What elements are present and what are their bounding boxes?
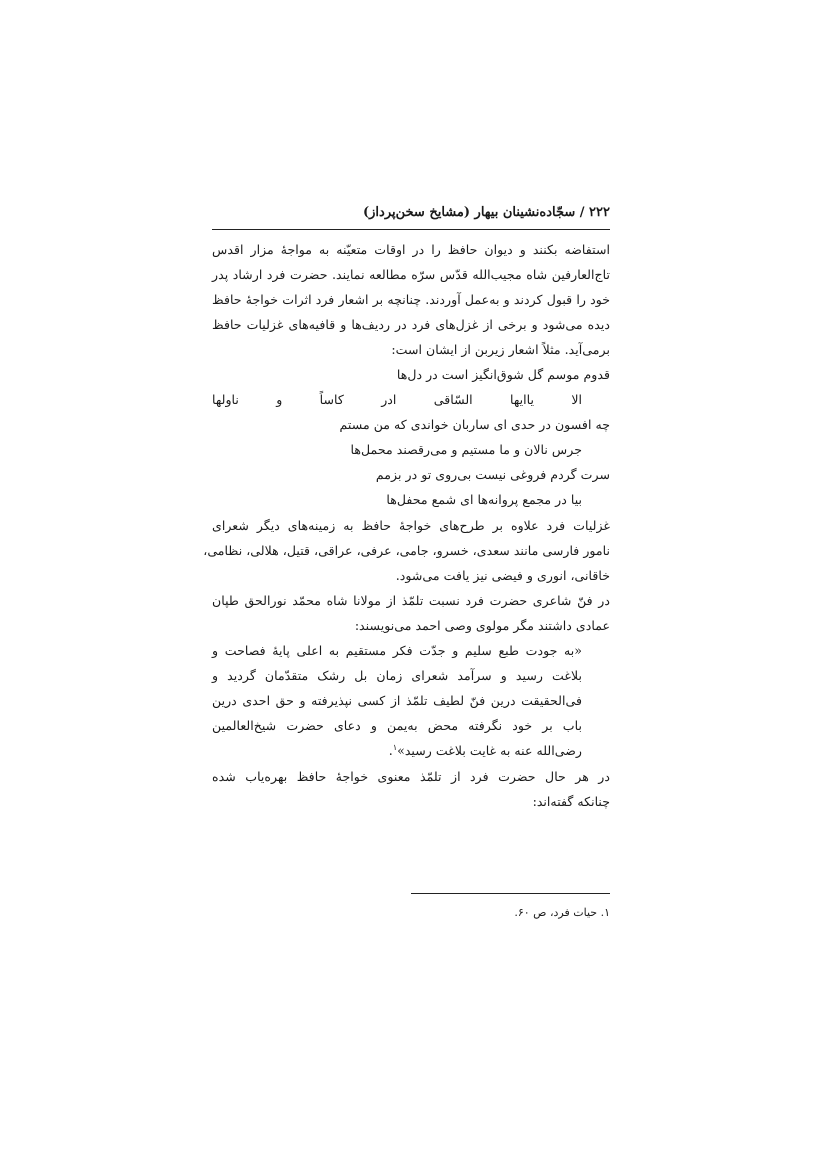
footnote-divider: [411, 893, 610, 894]
text-line: خاقانی، انوری و فیضی نیز یافت می‌شود.: [395, 568, 610, 583]
text-line: عمادی داشتند مگر مولوی وصی احمد می‌نویسند:: [354, 618, 610, 633]
footnote-marker[interactable]: ۱: [392, 742, 398, 752]
text-line: تاج‌العارفین شاه مجیب‌الله قدّس سرّه مطالعه نمایند. حضرت فرد ارشاد پدر: [212, 267, 610, 282]
text-line: نامور فارسی مانند سعدی، خسرو، جامی، عرفی، عراقی، قتیل، هلالی، نظامی،: [203, 543, 610, 558]
poem-verse: چه افسون در حدی ای ساربان خواندی که من مستم: [339, 417, 610, 432]
poem-verse: قدوم موسم گل شوق‌انگیز است در دل‌ها: [396, 367, 610, 382]
quote-line: باب بر خود نگرفته محض به‌یمن و دعای حضرت شیخ‌العالمین: [212, 718, 582, 733]
text-line: غزلیات فرد علاوه بر طرح‌های خواجهٔ حافظ به زمینه‌های دیگر شعرای: [212, 518, 610, 533]
poem-verse: جرس نالان و ما مستیم و می‌رقصند محمل‌ها: [350, 442, 582, 457]
quote-line: «به جودت طبع سلیم و جدّت فکر مستقیم به اعلی پایهٔ فصاحت و: [212, 643, 582, 658]
book-page: [203, 0, 610, 1169]
text-line: برمی‌آید. مثلاً اشعار زیربن از ایشان است:: [391, 342, 610, 357]
poem-verse: سرت گردم فروغی نیست بی‌روی تو در بزمم: [375, 467, 610, 482]
footnote: ۱. حیات فرد، ص ۶۰.: [514, 906, 610, 919]
text-line: چنانکه گفته‌اند:: [532, 794, 610, 809]
quote-last-line: رضی‌الله عنه به غایت بلاغت رسید»$^۱$.: [388, 742, 582, 758]
text-line: خود را قبول کردند و به‌عمل آوردند. چنانچه بر اشعار فرد اثرات خواجهٔ حافظ: [212, 292, 610, 307]
text-line: در فنّ شاعری حضرت فرد نسبت تلمّذ از مولانا شاه محمّد نورالحق طپان: [212, 593, 610, 608]
header-divider: [212, 229, 610, 230]
text-line: در هر حال حضرت فرد از تلمّذ معنوی خواجهٔ حافظ بهره‌یاب شده: [212, 769, 610, 784]
poem-verse: الا یاایها السّاقی ادر کاساً و ناولها: [212, 392, 582, 407]
running-header: ۲۲۲ / سجّاده‌نشینان بیهار (مشایخ سخن‌پرداز): [363, 205, 610, 220]
quote-line: بلاغت رسید و سرآمد شعرای زمان بل رشک متقدّمان گردید و: [212, 668, 582, 683]
quote-line: فی‌الحقیقت درین فنّ لطیف تلمّذ از کسی نپذیرفته و حق احدی درین: [212, 693, 582, 708]
text-line: دیده می‌شود و برخی از غزل‌های فرد در ردیف‌ها و قافیه‌های غزلیات حافظ: [212, 317, 610, 332]
poem-verse: بیا در مجمع پروانه‌ها ای شمع محفل‌ها: [386, 492, 582, 507]
text-line: استفاضه بکنند و دیوان حافظ را در اوقات متعیّنه به مواجهٔ مزار اقدس: [212, 242, 610, 257]
quote-line: رضی‌الله عنه به غایت بلاغت رسید»: [397, 743, 582, 758]
